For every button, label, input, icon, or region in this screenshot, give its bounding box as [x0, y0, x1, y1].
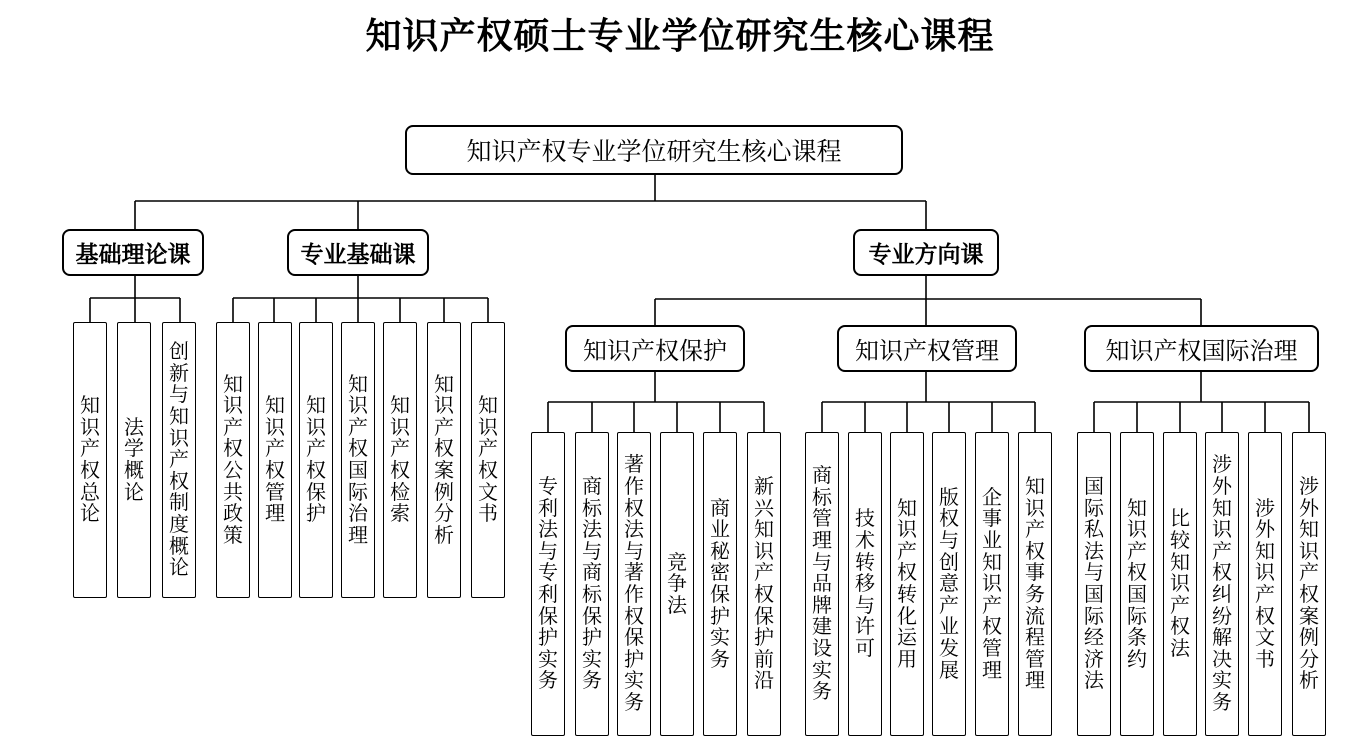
- course-box: [660, 432, 694, 736]
- course-label: 涉外知识产权文书: [1255, 495, 1275, 671]
- subcategory-governance: [1084, 325, 1319, 372]
- subcategory-label: 知识产权国际治理: [1105, 337, 1298, 365]
- subcategory-management: [837, 325, 1017, 372]
- course-box: [805, 432, 839, 736]
- category-major-direction: [853, 229, 999, 276]
- course-box: [341, 322, 375, 598]
- course-box: [1163, 432, 1197, 736]
- course-label: 专利法与专利保护实务: [538, 474, 558, 693]
- course-label: 知识产权保护: [306, 393, 326, 526]
- root-node: [405, 125, 903, 175]
- course-box: [975, 432, 1009, 736]
- course-label: 知识产权事务流程管理: [1025, 474, 1045, 693]
- subcategory-label: 知识产权保护: [583, 337, 727, 365]
- subcategory-label: 知识产权管理: [855, 337, 999, 365]
- course-label: 涉外知识产权纠纷解决实务: [1212, 452, 1232, 714]
- course-label: 法学概论: [124, 414, 144, 504]
- course-box: [531, 432, 565, 736]
- course-box: [216, 322, 250, 598]
- course-box: [1077, 432, 1111, 736]
- course-label: 知识产权总论: [80, 393, 100, 526]
- course-label: 商业秘密保护实务: [710, 495, 730, 671]
- course-label: 著作权法与著作权保护实务: [624, 452, 644, 714]
- course-label: 知识产权国际治理: [348, 371, 368, 547]
- course-box: [703, 432, 737, 736]
- course-label: 创新与知识产权制度概论: [169, 339, 189, 580]
- course-label: 知识产权转化运用: [897, 495, 917, 671]
- course-box: [73, 322, 107, 598]
- subcategory-protection: [565, 325, 745, 372]
- category-label: 专业方向课: [868, 241, 984, 268]
- course-label: 知识产权国际条约: [1127, 495, 1147, 671]
- course-label: 新兴知识产权保护前沿: [754, 474, 774, 693]
- course-box: [617, 432, 651, 736]
- course-box: [932, 432, 966, 736]
- course-label: 知识产权检索: [390, 393, 410, 526]
- course-label: 国际私法与国际经济法: [1084, 474, 1104, 693]
- page-title: 知识产权硕士专业学位研究生核心课程: [365, 15, 995, 57]
- course-box: [299, 322, 333, 598]
- course-label: 商标管理与品牌建设实务: [812, 463, 832, 704]
- course-label: 知识产权案例分析: [434, 371, 454, 547]
- course-box: [890, 432, 924, 736]
- course-label: 版权与创意产业发展: [939, 484, 959, 682]
- course-box: [848, 432, 882, 736]
- course-box: [1248, 432, 1282, 736]
- course-box: [1018, 432, 1052, 736]
- course-label: 涉外知识产权案例分析: [1299, 474, 1319, 693]
- course-box: [427, 322, 461, 598]
- course-box: [1120, 432, 1154, 736]
- course-label: 技术转移与许可: [855, 506, 875, 660]
- course-label: 竞争法: [667, 549, 687, 617]
- course-box: [1205, 432, 1239, 736]
- category-label: 专业基础课: [300, 241, 416, 268]
- course-label: 商标法与商标保护实务: [582, 474, 602, 693]
- course-label: 知识产权文书: [478, 393, 498, 526]
- course-box: [258, 322, 292, 598]
- course-box: [1292, 432, 1326, 736]
- course-label: 比较知识产权法: [1170, 506, 1190, 660]
- category-basic-theory: [62, 229, 204, 276]
- course-box: [383, 322, 417, 598]
- course-box: [575, 432, 609, 736]
- course-label: 知识产权公共政策: [223, 371, 243, 547]
- category-major-basic: [287, 229, 429, 276]
- course-label: 企事业知识产权管理: [982, 484, 1002, 682]
- category-label: 基础理论课: [75, 241, 191, 268]
- course-label: 知识产权管理: [265, 393, 285, 526]
- course-box: [162, 322, 196, 598]
- course-box: [471, 322, 505, 598]
- root-label: 知识产权专业学位研究生核心课程: [466, 137, 842, 166]
- course-box: [117, 322, 151, 598]
- course-box: [747, 432, 781, 736]
